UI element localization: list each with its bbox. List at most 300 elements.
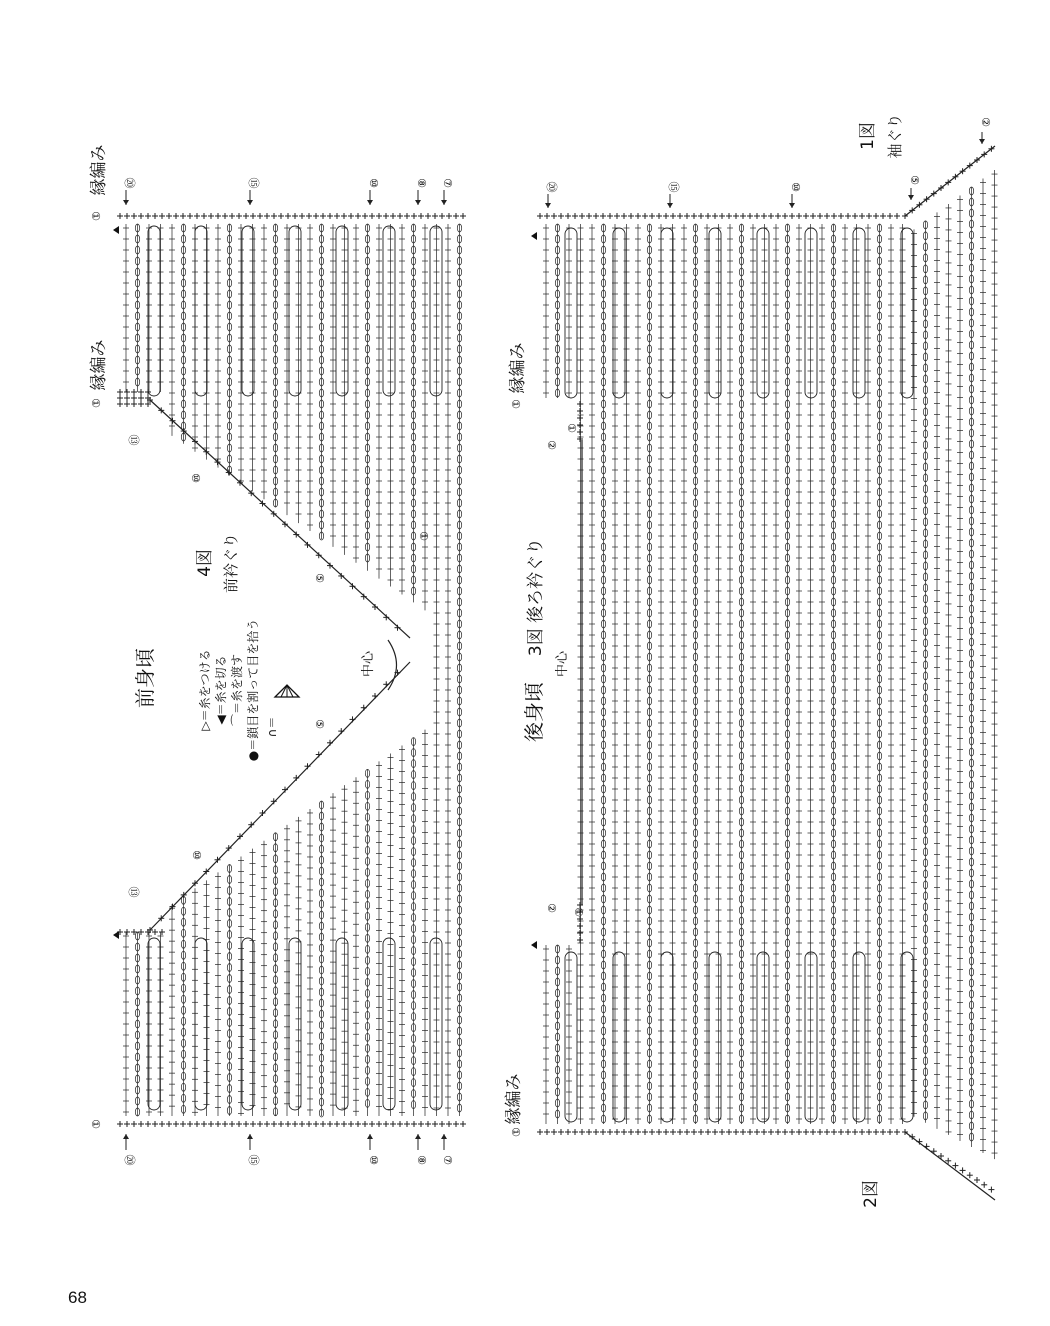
row-number-top: ⑧	[415, 178, 428, 188]
stitch-column	[693, 224, 697, 1124]
stitch-column	[135, 224, 139, 392]
edge-sc-mark	[348, 213, 354, 219]
edge-sc-mark	[894, 1129, 900, 1135]
edge-sc-mark	[663, 1129, 669, 1135]
legend	[198, 619, 299, 761]
edge-sc-mark	[614, 1129, 620, 1135]
front-center-label: 中心	[360, 650, 376, 677]
chain-arch	[430, 226, 442, 396]
back-center-label: 中心	[554, 650, 570, 677]
cut-yarn-mark	[531, 941, 537, 949]
chain-arch	[661, 228, 673, 398]
stitch-column	[238, 857, 244, 1116]
edge-sc-mark	[159, 213, 165, 219]
edge-sc-mark	[635, 213, 641, 219]
neck-mark: ②	[545, 440, 558, 450]
stitch-column	[681, 224, 687, 1124]
edge-sc-mark	[873, 213, 879, 219]
stitch-column	[158, 932, 164, 1116]
edge-sc-mark	[292, 1121, 298, 1127]
edge-sc-mark	[537, 213, 543, 219]
stitch-column	[831, 224, 835, 1124]
stitch-column	[911, 229, 917, 1116]
edge-sc-mark	[124, 213, 130, 219]
edge-sc-mark	[271, 213, 277, 219]
edge-sc-mark	[831, 1129, 837, 1135]
neck-sc-mark	[305, 763, 311, 769]
stitch-column	[227, 864, 231, 1116]
edge-sc-mark	[845, 213, 851, 219]
neck-sc-mark	[577, 415, 583, 421]
row-number-top: ⑩	[789, 182, 802, 192]
edge-sc-mark	[586, 213, 592, 219]
stitch-column	[273, 224, 277, 507]
edge-sc-mark	[705, 213, 711, 219]
edge-sc-mark	[656, 1129, 662, 1135]
stitch-column	[319, 224, 323, 540]
row-direction-arrow	[123, 1134, 129, 1150]
edge-sc-mark	[229, 1121, 235, 1127]
edge-sc-mark	[173, 213, 179, 219]
edge-sc-mark	[215, 1121, 221, 1127]
edge-sc-mark	[761, 213, 767, 219]
row-direction-arrow	[441, 1134, 447, 1150]
edge-sc-mark	[726, 1129, 732, 1135]
neck-mark: ①	[509, 399, 522, 409]
chain-arch	[383, 938, 395, 1110]
edge-sc-mark	[537, 1129, 543, 1135]
back-body-title: 後身頃	[522, 682, 546, 742]
neck-sc-mark	[327, 740, 333, 746]
stitch-column	[946, 204, 952, 1135]
edge-sc-mark	[243, 1121, 249, 1127]
stitch-column	[365, 769, 369, 1116]
edge-sc-mark	[432, 213, 438, 219]
edge-sc-mark	[789, 1129, 795, 1135]
edge-sc-mark	[572, 213, 578, 219]
shoulder-sc-mark	[131, 389, 137, 395]
page-number: 68	[68, 1288, 87, 1308]
stitch-column	[785, 224, 789, 1124]
edge-sc-mark	[453, 1121, 459, 1127]
edge-sc-mark	[824, 1129, 830, 1135]
stitch-column	[169, 224, 175, 436]
neck-row-number: ①	[417, 531, 430, 541]
fig4-sub-label: 前衿ぐり	[222, 533, 240, 593]
edge-sc-mark	[544, 1129, 550, 1135]
stitch-column	[624, 224, 630, 1124]
edge-sc-mark	[551, 1129, 557, 1135]
stitch-column	[773, 224, 779, 1124]
edge-sc-mark	[761, 1129, 767, 1135]
shoulder-sc-mark	[131, 401, 137, 407]
edge-sc-mark	[320, 213, 326, 219]
edge-sc-mark	[768, 213, 774, 219]
edge-sc-mark	[404, 1121, 410, 1127]
chain-arch	[661, 952, 673, 1122]
armhole-sc-mark	[967, 1172, 973, 1178]
edge-sc-mark	[803, 1129, 809, 1135]
neck-row-number: ⑬	[127, 435, 140, 446]
edge-sc-mark	[712, 1129, 718, 1135]
edge-sc-mark	[425, 213, 431, 219]
shoulder-sc-mark	[124, 395, 130, 401]
stitch-column	[250, 224, 256, 491]
edge-sc-mark	[348, 1121, 354, 1127]
row-direction-arrow	[545, 194, 551, 208]
edge-sc-mark	[404, 213, 410, 219]
armhole-row-number: ⑤	[908, 175, 921, 185]
stitch-column	[796, 224, 802, 1124]
edge-sc-mark	[362, 1121, 368, 1127]
edge-sc-mark	[866, 213, 872, 219]
edge-sc-mark	[243, 213, 249, 219]
edge-sc-mark	[145, 213, 151, 219]
stitch-column	[399, 746, 405, 1116]
row-direction-arrow	[667, 194, 673, 208]
edge-sc-mark	[782, 213, 788, 219]
edge-sc-mark	[544, 213, 550, 219]
edge-sc-mark	[565, 213, 571, 219]
back-body-stitch-grid	[509, 117, 998, 1200]
edge-sc-mark	[453, 213, 459, 219]
edge-sc-mark	[166, 213, 172, 219]
neck-row-number: ⑩	[190, 850, 203, 860]
legend-item-carry-yarn: ⌒＝糸を渡す	[229, 654, 244, 726]
stitch-column	[727, 224, 733, 1124]
stitch-column	[601, 224, 605, 1124]
edge-sc-mark	[642, 213, 648, 219]
stitch-column	[353, 224, 359, 563]
edge-sc-mark	[747, 1129, 753, 1135]
edge-sc-mark	[859, 213, 865, 219]
edge-sc-mark	[873, 1129, 879, 1135]
neck-sc-mark	[372, 693, 378, 699]
edge-sc-mark	[824, 213, 830, 219]
row-number-top: ⑮	[247, 178, 260, 189]
stitch-column	[227, 224, 231, 476]
edge-sc-mark	[236, 213, 242, 219]
legend-item-split-chain: ●＝鎖目を割って目を拾う	[245, 619, 260, 761]
neck-sc-mark	[260, 810, 266, 816]
edge-sc-mark	[558, 213, 564, 219]
edge-sc-mark	[397, 1121, 403, 1127]
neck-row-number: ⑤	[313, 573, 326, 583]
row-number-bottom: ⑦	[441, 1155, 454, 1165]
back-edging-label-bottom: 縁編み	[504, 1074, 524, 1125]
edge-sc-mark	[208, 1121, 214, 1127]
edge-sc-mark	[719, 1129, 725, 1135]
chain-arch	[757, 228, 769, 398]
stitch-column	[808, 224, 814, 1124]
front-edging-label-mid: 縁編み	[89, 340, 109, 391]
stitch-column	[422, 730, 428, 1116]
stitch-column	[992, 170, 998, 1159]
edge-sc-mark	[726, 213, 732, 219]
edge-sc-mark	[257, 1121, 263, 1127]
neck-mark: ①	[565, 423, 578, 433]
edge-sc-mark	[852, 213, 858, 219]
neck-sc-mark	[282, 787, 288, 793]
edge-sc-mark	[180, 1121, 186, 1127]
row-number-bottom: ⑩	[367, 1155, 380, 1165]
edge-sc-mark	[621, 1129, 627, 1135]
stitch-column	[865, 224, 871, 1124]
neck-sc-mark	[316, 752, 322, 758]
edge-sc-mark	[208, 213, 214, 219]
edge-sc-mark	[201, 1121, 207, 1127]
row-number-top: ⑩	[367, 178, 380, 188]
edge-sc-mark	[838, 1129, 844, 1135]
edge-sc-mark	[131, 1121, 137, 1127]
edge-sc-mark	[355, 1121, 361, 1127]
neckline-edge	[150, 662, 410, 930]
armhole-sc-mark	[981, 1182, 987, 1188]
edge-sc-mark	[754, 213, 760, 219]
edge-sc-mark	[131, 213, 137, 219]
edge-sc-mark	[124, 1121, 130, 1127]
edge-sc-mark	[733, 213, 739, 219]
edge-sc-mark	[432, 1121, 438, 1127]
edge-sc-mark	[117, 213, 123, 219]
edge-sc-mark	[446, 1121, 452, 1127]
neck-sc-mark	[350, 716, 356, 722]
stitch-column	[261, 224, 267, 499]
stitch-column	[169, 904, 175, 1116]
armhole-edge	[905, 1132, 995, 1200]
edge-sc-mark	[572, 1129, 578, 1135]
stitch-column	[969, 187, 973, 1147]
edge-sc-mark	[607, 213, 613, 219]
edge-sc-mark	[614, 213, 620, 219]
legend-item-cluster: ∩＝	[265, 717, 279, 738]
stitch-column	[888, 224, 894, 1124]
legend-item-cut-yarn: ◀＝糸を切る	[213, 655, 228, 724]
stitch-column	[376, 224, 382, 579]
stitch-column	[647, 224, 651, 1124]
edge-sc-mark	[880, 213, 886, 219]
row-direction-arrow	[247, 190, 253, 205]
shoulder-sc-mark	[117, 389, 123, 395]
stitch-column	[457, 224, 461, 1116]
shoulder-sc-mark	[131, 395, 137, 401]
edge-sc-mark	[334, 1121, 340, 1127]
neck-mark: ②	[545, 903, 558, 913]
edge-sc-mark	[628, 213, 634, 219]
stitch-column	[181, 896, 185, 1116]
edge-sc-mark	[586, 1129, 592, 1135]
edge-sc-mark	[817, 213, 823, 219]
stitch-column	[877, 224, 881, 1124]
stitch-column	[135, 932, 139, 1116]
row-number-top: ⑳	[545, 182, 558, 193]
edge-sc-mark	[187, 1121, 193, 1127]
edge-sc-mark	[838, 213, 844, 219]
fig1-sub-label: 袖ぐり	[886, 113, 904, 158]
neck-sc-mark	[577, 401, 583, 407]
chain-arch	[148, 226, 160, 396]
stitch-column	[934, 212, 940, 1128]
edge-sc-mark	[292, 213, 298, 219]
stitch-column	[422, 224, 428, 610]
edge-sc-mark	[369, 213, 375, 219]
fig1-label: 1図	[858, 122, 878, 150]
edge-sc-mark	[285, 1121, 291, 1127]
edge-sc-mark	[327, 213, 333, 219]
stitch-column	[566, 945, 572, 1124]
stitch-column	[411, 224, 415, 602]
stitch-column	[980, 179, 986, 1154]
edge-sc-mark	[278, 1121, 284, 1127]
chain-arch	[195, 226, 207, 396]
edge-sc-mark	[593, 213, 599, 219]
stitch-column	[670, 224, 676, 1124]
stitch-column	[215, 872, 221, 1116]
neck-sc-mark	[248, 822, 254, 828]
edge-sc-mark	[439, 1121, 445, 1127]
stitch-column	[635, 224, 641, 1124]
neck-sc-mark	[577, 937, 583, 943]
edge-sc-mark	[418, 1121, 424, 1127]
stitch-column	[957, 195, 963, 1140]
chain-arch	[336, 226, 348, 396]
stitch-column	[399, 224, 405, 594]
edge-sc-mark	[313, 213, 319, 219]
edge-sc-mark	[600, 213, 606, 219]
edge-sc-mark	[278, 213, 284, 219]
edge-sc-mark	[663, 213, 669, 219]
shoulder-sc-mark	[124, 389, 130, 395]
edge-sc-mark	[740, 213, 746, 219]
edge-sc-mark	[859, 1129, 865, 1135]
row-direction-arrow	[367, 190, 373, 205]
edge-sc-mark	[201, 213, 207, 219]
row-direction-arrow	[247, 1134, 253, 1150]
edge-sc-mark	[299, 213, 305, 219]
edge-sc-mark	[250, 213, 256, 219]
stitch-column	[750, 224, 756, 1124]
edge-sc-mark	[383, 213, 389, 219]
edge-sc-mark	[222, 1121, 228, 1127]
stitch-column	[204, 880, 210, 1116]
stitch-column	[261, 841, 267, 1116]
chain-arch	[853, 952, 865, 1122]
fig2-label: 2図	[861, 1180, 881, 1208]
stitch-column	[365, 224, 369, 571]
edge-sc-mark	[264, 213, 270, 219]
edge-sc-mark	[887, 1129, 893, 1135]
edge-sc-mark	[894, 213, 900, 219]
edge-sc-mark	[747, 213, 753, 219]
chain-arch	[289, 226, 301, 396]
row-direction-arrow	[123, 190, 129, 205]
chain-arch	[430, 938, 442, 1110]
edge-sc-mark	[817, 1129, 823, 1135]
edge-sc-mark	[285, 213, 291, 219]
edge-sc-mark	[670, 213, 676, 219]
edge-sc-mark	[313, 1121, 319, 1127]
edge-sc-mark	[271, 1121, 277, 1127]
chain-arch	[709, 952, 721, 1122]
edge-sc-mark	[691, 213, 697, 219]
stitch-column	[555, 945, 559, 1124]
neck-sc-mark	[395, 625, 401, 631]
row-number-top: ⑦	[441, 178, 454, 188]
edge-sc-mark	[831, 213, 837, 219]
edge-sc-mark	[194, 213, 200, 219]
edge-sc-mark	[621, 213, 627, 219]
edge-sc-mark	[362, 213, 368, 219]
chain-arch	[805, 228, 817, 398]
shoulder-sc-mark	[138, 929, 144, 935]
stitch-column	[273, 833, 277, 1116]
edge-sc-mark	[719, 213, 725, 219]
stitch-column	[146, 224, 152, 392]
stitch-column	[330, 224, 336, 547]
edge-sc-mark	[607, 1129, 613, 1135]
center-curve	[388, 640, 397, 690]
chain-arch	[565, 228, 577, 398]
edge-sc-mark	[173, 1121, 179, 1127]
edge-sc-mark	[138, 1121, 144, 1127]
edge-sc-mark	[236, 1121, 242, 1127]
row-number-top: ⑳	[123, 178, 136, 189]
neck-sc-mark	[271, 798, 277, 804]
edge-sc-mark	[649, 213, 655, 219]
chain-arch	[383, 226, 395, 396]
chain-arch	[709, 228, 721, 398]
cut-yarn-mark	[113, 931, 119, 939]
edge-sc-mark	[152, 1121, 158, 1127]
armhole-sc-mark	[952, 1163, 958, 1169]
stitch-column	[158, 224, 164, 392]
stitch-column	[250, 849, 256, 1116]
edge-sc-mark	[425, 1121, 431, 1127]
edge-sc-mark	[852, 1129, 858, 1135]
back-edging-label-top: 縁編み	[508, 343, 528, 394]
row-direction-arrow	[415, 1134, 421, 1150]
edge-sc-mark	[439, 213, 445, 219]
edge-sc-mark	[376, 1121, 382, 1127]
edge-sc-mark	[705, 1129, 711, 1135]
edge-sc-mark	[649, 1129, 655, 1135]
row-direction-arrow	[415, 190, 421, 205]
edge-sc-mark	[796, 213, 802, 219]
edge-sc-mark	[845, 1129, 851, 1135]
stitch-column	[842, 224, 848, 1124]
edge-sc-mark	[390, 1121, 396, 1127]
edge-sc-mark	[222, 213, 228, 219]
edge-sc-mark	[642, 1129, 648, 1135]
edge-sc-mark	[866, 1129, 872, 1135]
edge-sc-mark	[698, 1129, 704, 1135]
fig4-label: 4図	[195, 549, 215, 577]
edge-sc-mark	[411, 213, 417, 219]
cut-yarn-mark	[113, 226, 119, 234]
stitch-column	[181, 224, 185, 444]
edge-sc-mark	[691, 1129, 697, 1135]
shoulder-sc-mark	[117, 401, 123, 407]
edge-sc-mark	[418, 213, 424, 219]
shoulder-sc-mark	[124, 929, 130, 935]
stitch-column	[543, 945, 549, 1124]
stitch-column	[411, 738, 415, 1116]
shoulder-sc-mark	[131, 929, 137, 935]
front-edging-label-top: 縁編み	[89, 145, 109, 196]
neck-row-number: ⑬	[127, 887, 140, 898]
neck-sc-mark	[383, 614, 389, 620]
edge-sc-mark	[383, 1121, 389, 1127]
